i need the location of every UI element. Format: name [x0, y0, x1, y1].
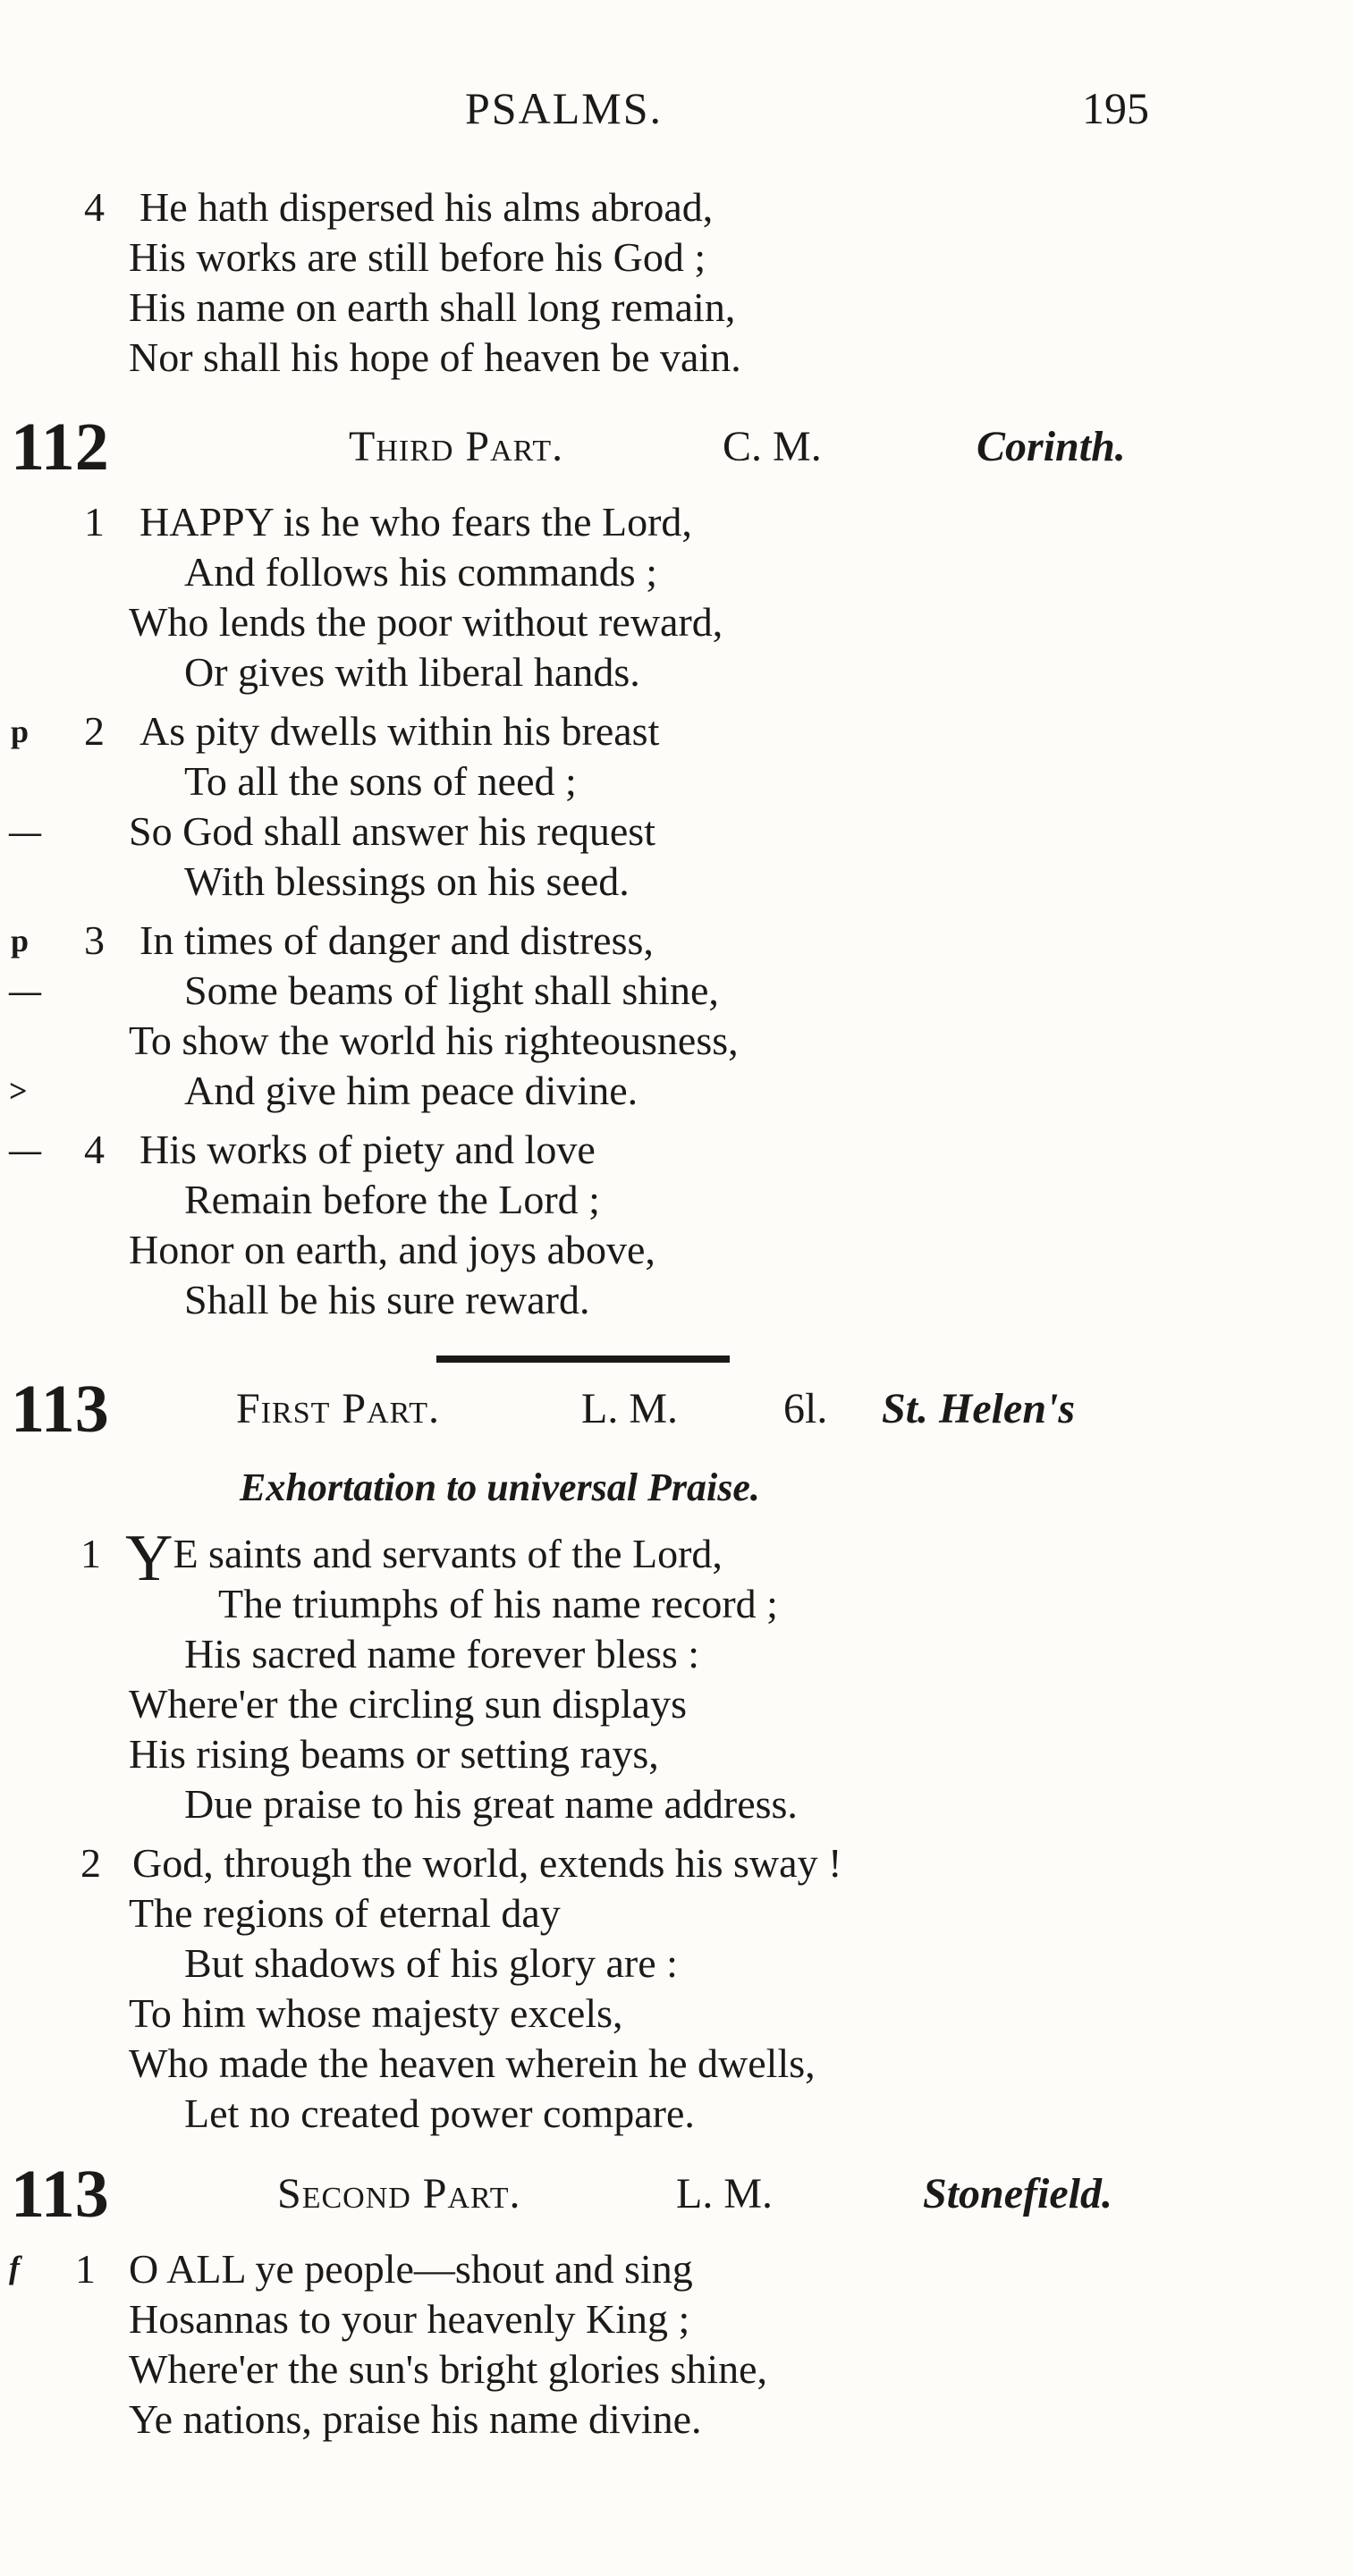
verse-line-text: E saints and servants of the Lord,: [173, 1531, 723, 1576]
hymn-subtitle: Exhortation to universal Praise.: [240, 1465, 760, 1509]
hymn-number: 112: [11, 410, 109, 485]
verse-line: O ALL ye people—shout and sing: [129, 2246, 693, 2292]
verse-line: Or gives with liberal hands.: [184, 649, 640, 695]
tune-name: Corinth.: [977, 423, 1126, 470]
verse-line: So God shall answer his request: [129, 808, 655, 854]
verse-line: His sacred name forever bless :: [184, 1631, 700, 1677]
verse-line: Some beams of light shall shine,: [184, 967, 719, 1013]
verse-line: In times of danger and distress,: [140, 917, 654, 963]
dynamic-mark: —: [9, 814, 41, 849]
verse-line: His works are still before his God ;: [129, 234, 706, 280]
verse-line: To him whose majesty excels,: [129, 1990, 623, 2036]
hymn-113-first-heading: [0, 1373, 1353, 1445]
verse-number: 1: [80, 1531, 101, 1576]
tune-name: Stonefield.: [923, 2170, 1112, 2217]
verse-line: Who made the heaven wherein he dwells,: [129, 2040, 816, 2086]
dynamic-mark: p: [11, 923, 30, 959]
verse-line: Ye nations, praise his name divine.: [129, 2396, 702, 2442]
hymn-meter: C. M.: [723, 423, 822, 470]
verse-line: And give him peace divine.: [184, 1068, 638, 1113]
dynamic-mark: f: [9, 2250, 20, 2285]
hymn-112-heading: [0, 411, 1353, 483]
verse-line: Remain before the Lord ;: [184, 1177, 600, 1222]
section-divider: [436, 1356, 730, 1363]
verse-line: And follows his commands ;: [184, 549, 657, 595]
hymn-part: Third Part.: [349, 423, 564, 470]
verse-line: He hath dispersed his alms abroad,: [140, 184, 714, 230]
verse-line: Where'er the circling sun displays: [129, 1681, 687, 1727]
hymn-part: Second Part.: [277, 2170, 521, 2217]
verse-line: Nor shall his hope of heaven be vain.: [129, 334, 741, 380]
verse-number: 1: [75, 2246, 96, 2292]
running-head: [0, 82, 1353, 136]
verse-line: But shadows of his glory are :: [184, 1940, 678, 1986]
dynamic-mark: —: [9, 973, 41, 1009]
verse-line: Who lends the poor without reward,: [129, 599, 723, 645]
verse-number: 4: [84, 184, 105, 230]
hymn-repeat: 6l.: [783, 1385, 828, 1432]
verse-line: Let no created power compare.: [184, 2090, 695, 2136]
tune-name: St. Helen's: [882, 1385, 1076, 1432]
verse-line: The triumphs of his name record ;: [218, 1581, 778, 1626]
verse-line: Where'er the sun's bright glories shine,: [129, 2346, 768, 2392]
verse-line: [125, 1522, 723, 1595]
verse-number: 2: [80, 1840, 101, 1886]
hymn-113-second-heading: [0, 2158, 1353, 2230]
verse-line: With blessings on his seed.: [184, 858, 630, 904]
verse-line: His name on earth shall long remain,: [129, 284, 736, 330]
hymn-meter: L. M.: [581, 1385, 678, 1432]
drop-cap: Y: [125, 1522, 173, 1595]
verse-line: HAPPY is he who fears the Lord,: [140, 499, 692, 545]
hymn-number: 113: [11, 2157, 109, 2232]
verse-line: Shall be his sure reward.: [184, 1277, 590, 1322]
verse-number: 4: [84, 1127, 105, 1172]
verse-line: The regions of eternal day: [129, 1890, 561, 1936]
verse-number: 3: [84, 917, 105, 963]
verse-line: Due praise to his great name address.: [184, 1781, 798, 1827]
hymn-number: 113: [11, 1372, 109, 1447]
verse-number: 2: [84, 708, 105, 754]
verse-line: His rising beams or setting rays,: [129, 1731, 659, 1777]
verse-line: Honor on earth, and joys above,: [129, 1227, 655, 1272]
hymn-meter: L. M.: [676, 2170, 773, 2217]
verse-number: 1: [84, 499, 105, 545]
dynamic-mark: p: [11, 714, 30, 749]
page-number: 195: [1082, 83, 1149, 133]
verse-line: His works of piety and love: [140, 1127, 596, 1172]
dynamic-mark: >: [9, 1073, 28, 1109]
running-title: PSALMS.: [465, 83, 664, 133]
verse-line: Hosannas to your heavenly King ;: [129, 2296, 690, 2342]
verse-line: To all the sons of need ;: [184, 758, 577, 804]
verse-line: To show the world his righteousness,: [129, 1018, 739, 1063]
hymn-part: First Part.: [236, 1385, 441, 1432]
verse-line: As pity dwells within his breast: [140, 708, 660, 754]
verse-line: God, through the world, extends his sway !: [132, 1840, 842, 1886]
dynamic-mark: —: [9, 1132, 41, 1168]
